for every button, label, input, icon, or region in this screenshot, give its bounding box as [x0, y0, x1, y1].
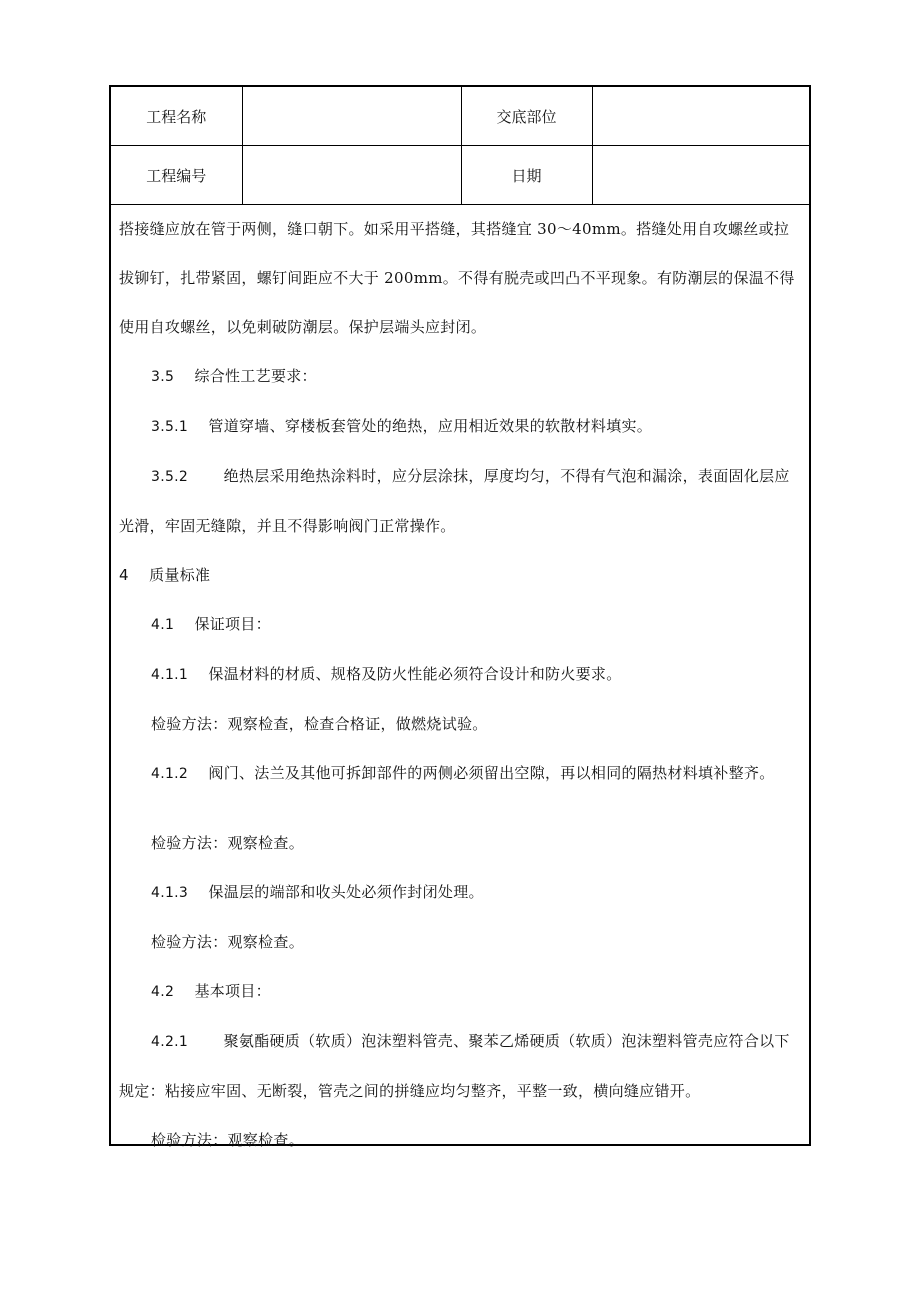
section-text: 绝热层采用绝热涂料时，应分层涂抹，厚度均匀，不得有气泡和漏涂，表面固化层应光滑，牢固无缝隙，并且不得影响阀门正常操作。 — [119, 467, 790, 535]
check-method-1: 检验方法：观察检查，检查合格证，做燃烧试验。 — [151, 715, 488, 733]
section-number: 4.1 — [151, 617, 175, 633]
section-4-1-2 — [119, 749, 801, 799]
section-number: 4.1.3 — [151, 885, 189, 901]
spacer — [119, 799, 801, 819]
continued-paragraph: 搭接缝应放在管于两侧，缝口朝下。如采用平搭缝，其搭缝宜 30～40mm。搭缝处用自攻螺丝或拉拔铆钉，扎带紧固，螺钉间距应不大于 200mm。不得有脱壳或凹凸不平现象。有防潮层的保温不得使用自攻螺丝，以免刺破防潮层。保护层端头应封闭。 — [119, 220, 795, 336]
check-method-3: 检验方法：观察检查。 — [151, 933, 305, 951]
section-4-1 — [119, 600, 801, 650]
section-4-2-1 — [119, 1017, 801, 1116]
section-number: 4.1.2 — [151, 766, 189, 782]
section-text: 阀门、法兰及其他可拆卸部件的两侧必须留出空隙，再以相同的隔热材料填补整齐。 — [208, 764, 775, 782]
section-text: 质量标准 — [149, 566, 211, 584]
section-number: 4 — [119, 566, 129, 584]
date-label: 日期 — [461, 146, 592, 205]
section-number: 3.5.2 — [151, 469, 189, 485]
project-name-label: 工程名称 — [111, 87, 242, 146]
section-number: 4.2.1 — [151, 1034, 189, 1050]
section-text: 基本项目： — [194, 982, 271, 1000]
section-number: 4.1.1 — [151, 667, 189, 683]
section-text: 管道穿墙、穿楼板套管处的绝热，应用相近效果的软散材料填实。 — [208, 417, 653, 435]
section-3-5-1 — [119, 402, 801, 452]
section-number: 3.5.1 — [151, 419, 189, 435]
project-number-label: 工程编号 — [111, 146, 242, 205]
section-number: 3.5 — [151, 369, 175, 385]
handover-part-label: 交底部位 — [461, 87, 592, 146]
section-text: 保证项目： — [194, 615, 271, 633]
project-number-value — [242, 146, 461, 205]
section-3-5 — [119, 352, 801, 402]
project-name-value — [242, 87, 461, 146]
section-3-5-2 — [119, 452, 801, 551]
check-method-4: 检验方法：观察检查。 — [151, 1131, 305, 1149]
section-4-2 — [119, 967, 801, 1017]
check-method-2: 检验方法：观察检查。 — [151, 834, 305, 852]
handover-part-value — [592, 87, 811, 146]
document-body — [111, 205, 809, 1165]
section-text: 保温材料的材质、规格及防火性能必须符合设计和防火要求。 — [208, 665, 622, 683]
section-text: 综合性工艺要求： — [194, 367, 317, 385]
section-4-heading — [119, 551, 801, 600]
section-number: 4.2 — [151, 984, 175, 1000]
document-frame — [109, 85, 811, 1149]
section-text: 聚氨酯硬质（软质）泡沫塑料管壳、聚苯乙烯硬质（软质）泡沫塑料管壳应符合以下规定：粘接应牢固、无断裂，管壳之间的拼缝应均匀整齐，平整一致，横向缝应错开。 — [119, 1032, 790, 1100]
section-4-1-3 — [119, 868, 801, 918]
section-text: 保温层的端部和收头处必须作封闭处理。 — [208, 883, 484, 901]
date-value — [592, 146, 811, 205]
section-4-1-1 — [119, 650, 801, 700]
header-table — [111, 87, 811, 205]
